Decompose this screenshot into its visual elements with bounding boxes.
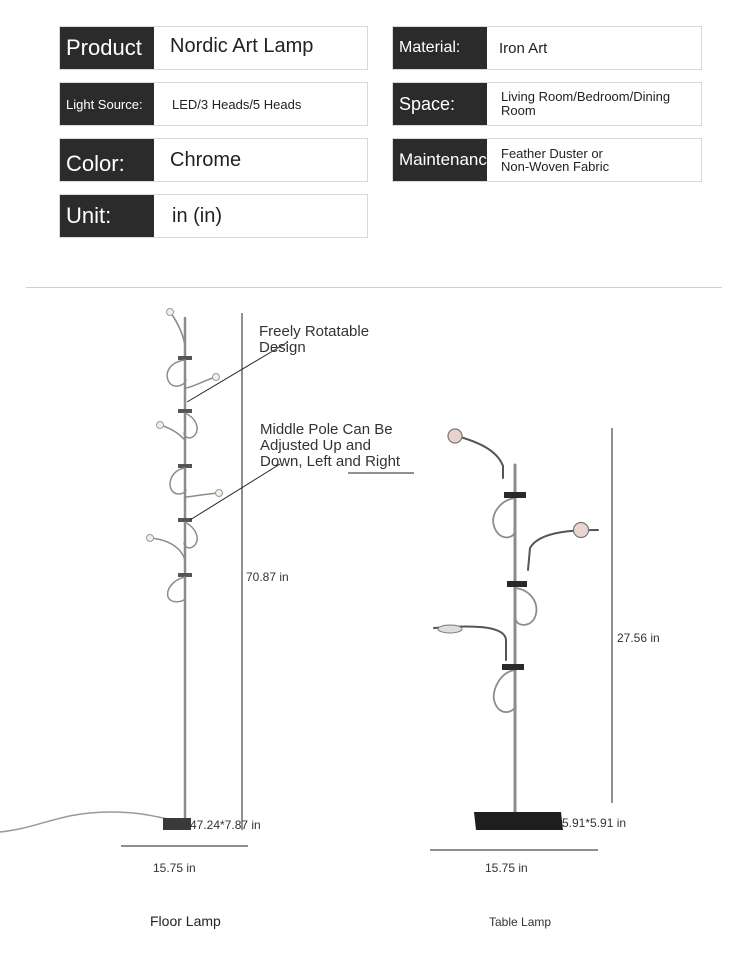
annotation-rotatable [259,324,369,356]
spec-value-material: Iron Art [499,39,548,57]
table-lamp-caption: Table Lamp [489,915,552,929]
spec-value-light-source: LED/3 Heads/5 Heads [172,96,302,112]
spec-label-color: Color: [60,139,154,181]
spec-value-unit: in (in) [172,204,223,227]
annotation-pole-line3: Down, Left and Right [260,453,401,470]
spec-value-color: Chrome [170,148,242,171]
floor-lamp-base [163,818,191,830]
spec-label-material: Material: [393,27,487,69]
spec-label-light-source: Light Source: [60,83,154,125]
spec-value-maintenance-line1: Feather Duster or [501,146,603,161]
table-lamp-base [474,812,563,830]
floor-lamp-caption: Floor Lamp [150,913,221,929]
annotation-pole-line2: Adjusted Up and [260,437,371,454]
table-lamp-height: 27.56 in [617,631,660,645]
spec-label-product: Product [60,27,154,69]
annotation-adjustable-pole [260,422,400,470]
floor-lamp-height: 70.87 in [246,570,289,584]
spec-label-maintenance: Maintenanc [393,139,487,181]
spec-value-maintenance-line2: Non-Woven Fabric [501,159,610,174]
table-lamp-base-size: 5.91*5.91 in [562,816,627,830]
floor-lamp-icon [0,312,218,832]
spec-value-space-line2: Room [501,103,536,118]
spec-label-unit: Unit: [60,195,154,237]
annotation-rotatable-line2: Design [259,339,306,356]
spec-value-space-line1: Living Room/Bedroom/Dining [501,89,671,104]
annotation-pole-line1: Middle Pole Can Be [260,421,393,438]
floor-lamp-base-size: 47.24*7.87 in [190,818,261,832]
spec-label-space: Space: [393,83,487,125]
floor-lamp-width: 15.75 in [153,861,196,875]
annotation-rotatable-line1: Freely Rotatable [259,323,370,340]
table-lamp-width: 15.75 in [485,861,528,875]
spec-value-product: Nordic Art Lamp [170,35,314,57]
